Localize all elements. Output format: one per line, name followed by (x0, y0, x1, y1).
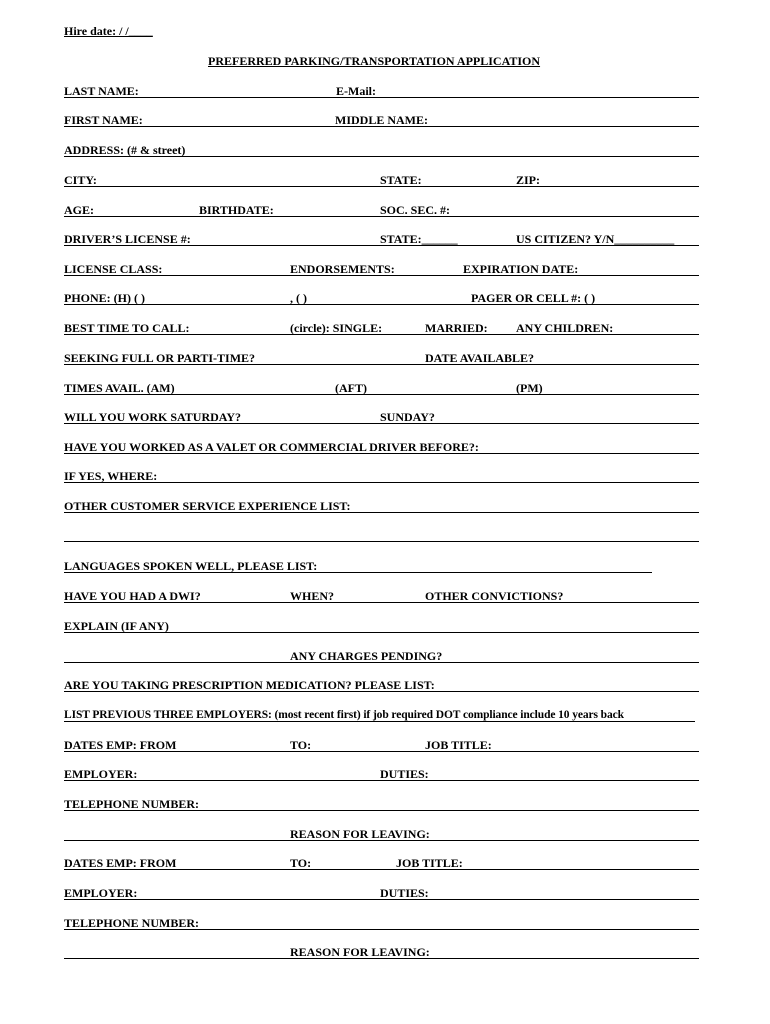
married-label: MARRIED: (425, 321, 488, 335)
times-pm-label: (PM) (516, 381, 543, 395)
soc-sec-label: SOC. SEC. #: (380, 203, 451, 217)
city-label: CITY: (64, 173, 97, 187)
if-yes-line[interactable] (64, 482, 699, 483)
dl-state-label: STATE:______ (380, 232, 458, 246)
license-class-line[interactable] (64, 275, 699, 276)
charges-pending-label: ANY CHARGES PENDING? (290, 649, 443, 663)
emp2-reason-label: REASON FOR LEAVING: (290, 945, 430, 959)
expiration-date-label: EXPIRATION DATE: (463, 262, 579, 276)
phone-home-label: PHONE: (H) ( ) (64, 291, 145, 305)
drivers-license-label: DRIVER’S LICENSE #: (64, 232, 191, 246)
seeking-label: SEEKING FULL OR PARTI-TIME? (64, 351, 256, 365)
emp2-telephone-label: TELEPHONE NUMBER: (64, 916, 200, 930)
other-cs-label: OTHER CUSTOMER SERVICE EXPERIENCE LIST: (64, 499, 351, 513)
previous-employers-label: LIST PREVIOUS THREE EMPLOYERS: (most recent first) if job required DOT compliance include 10 years back (64, 709, 624, 721)
emp2-dates-line[interactable] (64, 869, 699, 870)
emp1-dates-line[interactable] (64, 751, 699, 752)
emp1-job-title-label: JOB TITLE: (425, 738, 492, 752)
email-label: E-Mail: (336, 84, 376, 98)
hire-date: Hire date: / /____ (64, 24, 153, 38)
emp1-reason-line[interactable] (64, 840, 699, 841)
best-time-line[interactable] (64, 334, 699, 335)
charges-pending-line[interactable] (64, 662, 699, 663)
us-citizen-label: US CITIZEN? Y/N__________ (516, 232, 675, 246)
age-label: AGE: (64, 203, 94, 217)
languages-line[interactable] (64, 572, 652, 573)
emp2-reason-line[interactable] (64, 958, 699, 959)
saturday-label: WILL YOU WORK SATURDAY? (64, 410, 242, 424)
previous-employers-line (64, 721, 695, 722)
address-label: ADDRESS: (# & street) (64, 143, 186, 157)
state-label: STATE: (380, 173, 422, 187)
emp2-duties-label: DUTIES: (380, 886, 429, 900)
first-middle-name-line[interactable] (64, 126, 699, 127)
last-name-label: LAST NAME: (64, 84, 139, 98)
best-time-label: BEST TIME TO CALL: (64, 321, 190, 335)
times-aft-label: (AFT) (335, 381, 367, 395)
times-am-label: TIMES AVAIL. (AM) (64, 381, 175, 395)
emp2-dates-from-label: DATES EMP: FROM (64, 856, 177, 870)
when-label: WHEN? (290, 589, 335, 603)
prescription-line[interactable] (64, 691, 699, 692)
pager-cell-label: PAGER OR CELL #: ( ) (471, 291, 596, 305)
emp2-employer-line[interactable] (64, 899, 699, 900)
emp2-to-label: TO: (290, 856, 312, 870)
explain-label: EXPLAIN (IF ANY) (64, 619, 169, 633)
valet-label: HAVE YOU WORKED AS A VALET OR COMMERCIAL DRIVER BEFORE?: (64, 440, 479, 454)
emp1-employer-label: EMPLOYER: (64, 767, 138, 781)
emp1-reason-label: REASON FOR LEAVING: (290, 827, 430, 841)
endorsements-label: ENDORSEMENTS: (290, 262, 395, 276)
times-avail-line[interactable] (64, 394, 699, 395)
circle-single-label: (circle): SINGLE: (290, 321, 383, 335)
phone-line[interactable] (64, 304, 699, 305)
prescription-label: ARE YOU TAKING PRESCRIPTION MEDICATION? PLEASE LIST: (64, 678, 435, 692)
other-convictions-label: OTHER CONVICTIONS? (425, 589, 564, 603)
other-cs-line[interactable] (64, 512, 699, 513)
weekend-line[interactable] (64, 423, 699, 424)
explain-line[interactable] (64, 632, 699, 633)
birthdate-label: BIRTHDATE: (199, 203, 274, 217)
other-cs-line-2[interactable] (64, 541, 699, 542)
seeking-line[interactable] (64, 364, 699, 365)
zip-label: ZIP: (516, 173, 540, 187)
dwi-label: HAVE YOU HAD A DWI? (64, 589, 201, 603)
dwi-line[interactable] (64, 602, 699, 603)
middle-name-label: MIDDLE NAME: (335, 113, 428, 127)
if-yes-label: IF YES, WHERE: (64, 469, 158, 483)
emp1-to-label: TO: (290, 738, 312, 752)
license-class-label: LICENSE CLASS: (64, 262, 163, 276)
emp2-telephone-line[interactable] (64, 929, 699, 930)
sunday-label: SUNDAY? (380, 410, 435, 424)
emp1-employer-line[interactable] (64, 780, 699, 781)
emp1-telephone-label: TELEPHONE NUMBER: (64, 797, 200, 811)
city-state-zip-line[interactable] (64, 186, 699, 187)
date-available-label: DATE AVAILABLE? (425, 351, 535, 365)
valet-line[interactable] (64, 453, 699, 454)
phone-alt-label: , ( ) (290, 291, 307, 305)
age-birthdate-ssn-line[interactable] (64, 216, 699, 217)
drivers-license-line[interactable] (64, 245, 699, 246)
emp1-telephone-line[interactable] (64, 810, 699, 811)
emp1-dates-from-label: DATES EMP: FROM (64, 738, 177, 752)
emp1-duties-label: DUTIES: (380, 767, 429, 781)
address-line[interactable] (64, 156, 699, 157)
languages-label: LANGUAGES SPOKEN WELL, PLEASE LIST: (64, 559, 318, 573)
emp2-job-title-label: JOB TITLE: (396, 856, 463, 870)
first-name-label: FIRST NAME: (64, 113, 143, 127)
emp2-employer-label: EMPLOYER: (64, 886, 138, 900)
form-title: PREFERRED PARKING/TRANSPORTATION APPLICATION (208, 54, 541, 68)
last-name-email-line[interactable] (64, 97, 699, 98)
any-children-label: ANY CHILDREN: (516, 321, 614, 335)
